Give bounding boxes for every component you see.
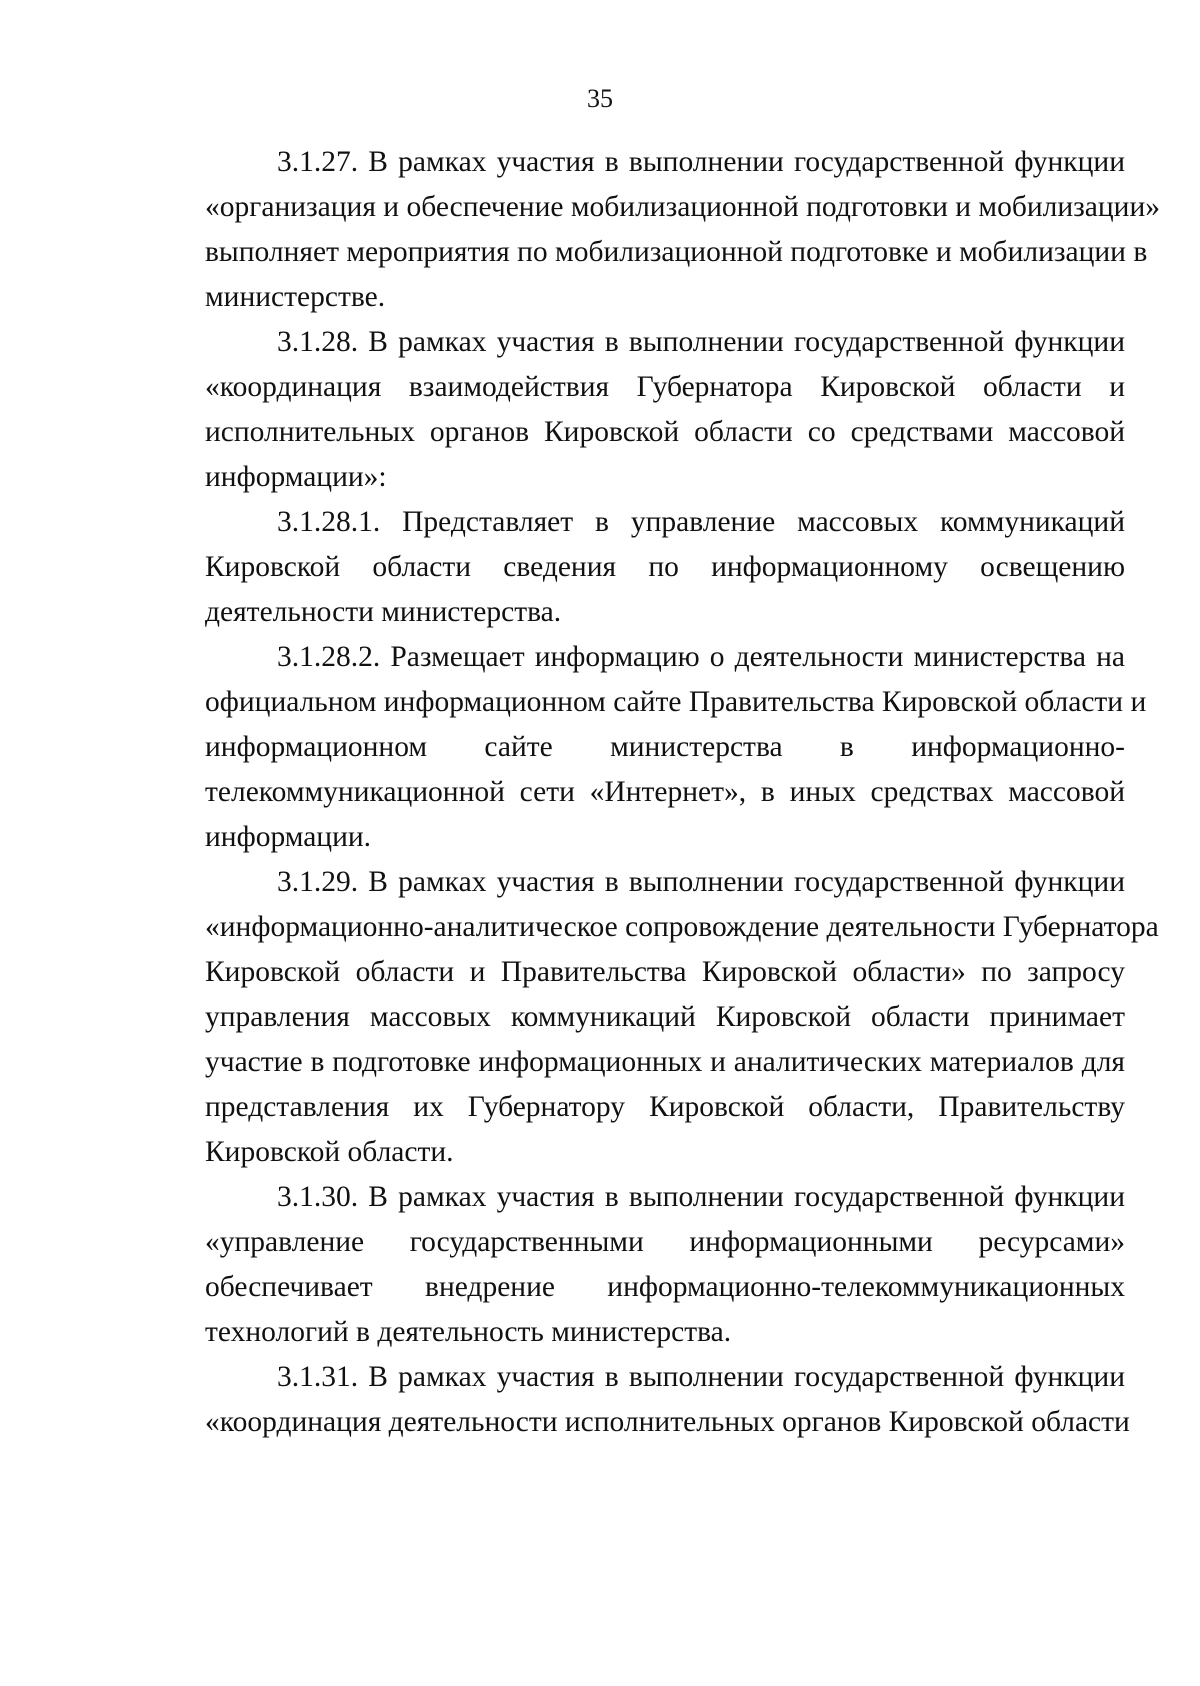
- paragraph-3-1-30-line-3: обеспечивает внедрение информационно-телекоммуникационных: [205, 1271, 1125, 1303]
- paragraph-3-1-31-line-2: «координация деятельности исполнительных органов Кировской области: [205, 1406, 1130, 1438]
- paragraph-3-1-29-line-7: Кировской области.: [205, 1136, 454, 1168]
- paragraph-3-1-30-line-1: 3.1.30. В рамках участия в выполнении государственной функции: [277, 1181, 1125, 1213]
- paragraph-3-1-27-line-4: министерстве.: [205, 281, 386, 313]
- paragraph-3-1-30-line-2: «управление государственными информационными ресурсами»: [205, 1226, 1125, 1258]
- paragraph-3-1-30-line-4: технологий в деятельность министерства.: [205, 1316, 732, 1348]
- paragraph-3-1-29-line-6: представления их Губернатору Кировской области, Правительству: [205, 1091, 1125, 1123]
- paragraph-3-1-28-line-2: «координация взаимодействия Губернатора Кировской области и: [205, 371, 1125, 403]
- paragraph-3-1-27-line-1: 3.1.27. В рамках участия в выполнении государственной функции: [277, 146, 1125, 178]
- paragraph-3-1-28-1-line-1: 3.1.28.1. Представляет в управление массовых коммуникаций: [277, 506, 1125, 538]
- paragraph-3-1-28-2-line-3: информационном сайте министерства в информационно-: [205, 731, 1125, 763]
- paragraph-3-1-28-line-1: 3.1.28. В рамках участия в выполнении государственной функции: [277, 326, 1125, 358]
- paragraph-3-1-29-line-3: Кировской области и Правительства Кировской области» по запросу: [205, 956, 1125, 988]
- paragraph-3-1-29-line-1: 3.1.29. В рамках участия в выполнении государственной функции: [277, 866, 1125, 898]
- paragraph-3-1-28-1-line-3: деятельности министерства.: [205, 596, 562, 628]
- paragraph-3-1-28-2-line-2: официальном информационном сайте Правительства Кировской области и: [205, 686, 1147, 718]
- paragraph-3-1-28-2-line-5: информации.: [205, 821, 372, 853]
- page-number: 35: [587, 84, 613, 113]
- paragraph-3-1-27-line-3: выполняет мероприятия по мобилизационной подготовке и мобилизации в: [205, 236, 1148, 268]
- paragraph-3-1-29-line-5: участие в подготовке информационных и аналитических материалов для: [205, 1046, 1125, 1078]
- paragraph-3-1-31-line-1: 3.1.31. В рамках участия в выполнении государственной функции: [277, 1361, 1125, 1393]
- paragraph-3-1-29-line-4: управления массовых коммуникаций Кировской области принимает: [205, 1001, 1125, 1033]
- paragraph-3-1-28-1-line-2: Кировской области сведения по информационному освещению: [205, 551, 1125, 583]
- paragraph-3-1-28-2-line-1: 3.1.28.2. Размещает информацию о деятельности министерства на: [277, 641, 1125, 673]
- paragraph-3-1-28-line-4: информации»:: [205, 461, 387, 493]
- paragraph-3-1-27-line-2: «организация и обеспечение мобилизационной подготовки и мобилизации»: [205, 191, 1160, 223]
- paragraph-3-1-29-line-2: «информационно-аналитическое сопровождение деятельности Губернатора: [205, 911, 1159, 943]
- paragraph-3-1-28-2-line-4: телекоммуникационной сети «Интернет», в иных средствах массовой: [205, 776, 1125, 808]
- paragraph-3-1-28-line-3: исполнительных органов Кировской области со средствами массовой: [205, 416, 1125, 448]
